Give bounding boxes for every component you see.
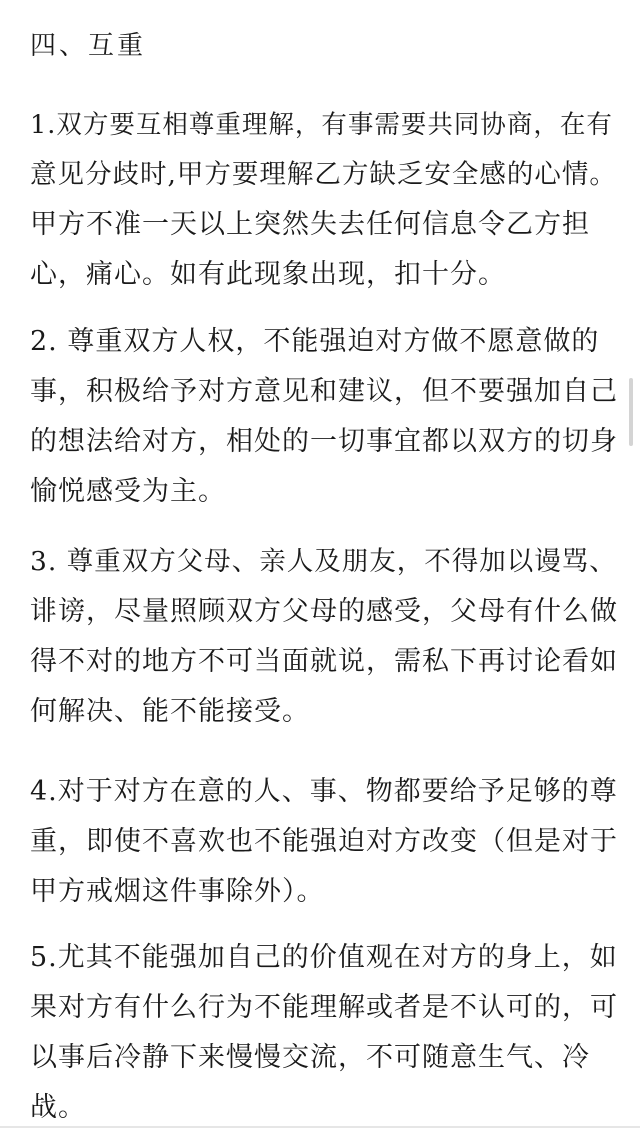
clause-3 [30,537,620,737]
clause-5-line-1: 5.尤其不能强加自己的价值观在对方的身上，如 [30,942,618,973]
clause-2-line-4: 愉悦感受为主。 [30,476,226,507]
clause-5-line-4: 战。 [30,1092,86,1123]
clause-1-line-2: 意见分歧时,甲方要理解乙方缺乏安全感的心情。 [30,159,617,190]
scrollbar-thumb[interactable] [629,378,633,446]
clause-1 [30,100,620,300]
clause-4-line-2: 重，即使不喜欢也不能强迫对方改变（但是对于 [30,826,618,857]
clause-5-line-3: 以事后冷静下来慢慢交流，不可随意生气、冷 [30,1042,590,1073]
clause-2-line-2: 事，积极给予对方意见和建议，但不要强加自己 [30,376,618,407]
clause-1-line-1: 1.双方要互相尊重理解，有事需要共同协商，在有 [30,110,613,140]
clause-4-line-1: 4.对于对方在意的人、事、物都要给予足够的尊 [30,776,618,807]
clause-4-line-3: 甲方戒烟这件事除外）。 [30,876,325,907]
clause-2 [30,317,620,517]
clause-3-line-4: 何解决、能不能接受。 [30,696,310,727]
clause-3-line-1: 3. 尊重双方父母、亲人及朋友，不得加以谩骂、 [30,546,617,577]
bottom-divider [0,1126,640,1128]
clause-2-line-3: 的想法给对方，相处的一切事宜都以双方的切身 [30,426,618,457]
section-heading: 四、互重 [30,31,147,61]
clause-5 [30,933,620,1133]
clause-5-line-2: 果对方有什么行为不能理解或者是不认可的，可 [30,992,618,1023]
clause-1-line-3: 甲方不准一天以上突然失去任何信息令乙方担 [30,209,590,240]
clause-1-line-4: 心，痛心。如有此现象出现，扣十分。 [30,259,506,290]
clause-3-line-3: 得不对的地方不可当面就说，需私下再讨论看如 [30,646,618,677]
clause-3-line-2: 诽谤，尽量照顾双方父母的感受，父母有什么做 [30,596,618,627]
clause-4 [30,767,620,917]
clause-2-line-1: 2. 尊重双方人权，不能强迫对方做不愿意做的 [30,326,600,357]
